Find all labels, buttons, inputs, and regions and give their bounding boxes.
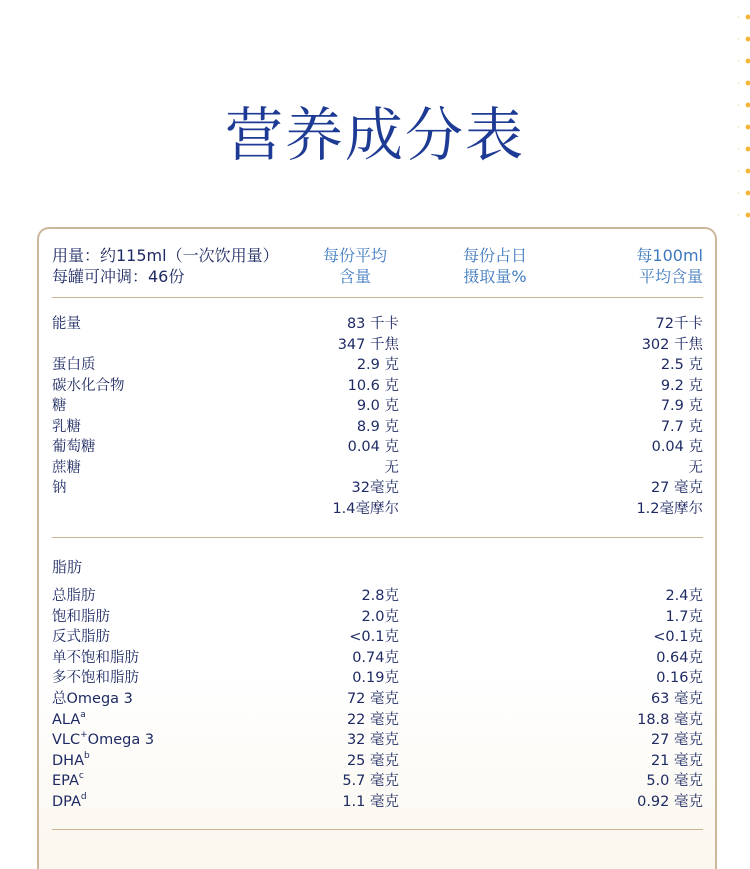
per-100ml-value: 7.9 克 xyxy=(660,398,703,414)
per-100ml-value: 18.8 毫克 xyxy=(637,711,703,728)
per-serving-value: 32毫克 xyxy=(351,480,399,496)
nutrition-table xyxy=(37,227,717,869)
nutrient-name: ALA xyxy=(52,711,81,728)
per-serving-value: 10.6 克 xyxy=(347,377,399,394)
nutrient-label xyxy=(52,710,86,730)
serving-info xyxy=(52,245,279,287)
servings-per-can: 每罐可冲调：46份 xyxy=(52,267,185,286)
table-row xyxy=(52,627,703,647)
per-100ml-value: 无 xyxy=(688,459,703,476)
table-row xyxy=(52,458,703,478)
per-serving-value: 0.74克 xyxy=(352,649,399,666)
footnote-marker: c xyxy=(78,771,84,782)
table-row xyxy=(52,396,703,416)
table-row xyxy=(52,648,703,668)
page-title: 营养成分表 xyxy=(224,101,525,169)
col-header-text: 平均含量 xyxy=(638,267,703,286)
footnote-marker: + xyxy=(80,730,88,741)
per-100ml-value: 21 毫克 xyxy=(650,752,703,769)
nutrient-label xyxy=(52,792,87,812)
nutrient-label: 单不饱和脂肪 xyxy=(52,649,139,666)
nutrient-label: 蛋白质 xyxy=(52,357,96,373)
per-serving-value: 347 千焦 xyxy=(337,336,399,353)
per-100ml-value: 302 千焦 xyxy=(641,336,703,353)
nutrient-label: 乳糖 xyxy=(52,418,81,435)
footnote-marker: d xyxy=(80,792,87,802)
table-row xyxy=(52,607,703,627)
table-row xyxy=(52,478,703,498)
nutrient-label: 多不饱和脂肪 xyxy=(52,670,139,687)
per-100ml-value: 1.2毫摩尔 xyxy=(636,500,703,517)
table-row xyxy=(52,710,703,730)
nutrient-label: 饱和脂肪 xyxy=(52,608,110,625)
footnote-marker: b xyxy=(84,750,90,761)
col-daily-percent-header xyxy=(435,245,555,287)
per-100ml-value: 5.0 毫克 xyxy=(646,773,703,790)
nutrient-label: 碳水化合物 xyxy=(52,377,125,394)
table-row xyxy=(52,314,703,334)
per-serving-value: <0.1克 xyxy=(349,629,399,646)
col-per-serving-header xyxy=(295,245,415,287)
footnote-marker: a xyxy=(80,709,86,720)
divider xyxy=(52,829,703,830)
col-header-text: 每100ml xyxy=(636,246,703,265)
table-row xyxy=(52,751,703,771)
per-serving-value: 72 毫克 xyxy=(346,691,399,707)
per-serving-value: 2.8克 xyxy=(361,588,399,604)
per-100ml-value: 2.4克 xyxy=(665,588,703,604)
per-100ml-value: <0.1克 xyxy=(653,629,703,646)
nutrient-label: 总Omega 3 xyxy=(52,691,133,707)
per-100ml-value: 2.5 克 xyxy=(660,357,703,373)
per-serving-value: 8.9 克 xyxy=(356,418,399,435)
nutrient-label: 能量 xyxy=(52,316,81,332)
table-row xyxy=(52,499,703,519)
per-serving-value: 25 毫克 xyxy=(346,752,399,769)
per-100ml-value: 1.7克 xyxy=(665,608,703,625)
per-100ml-value: 0.16克 xyxy=(656,670,703,687)
nutrient-name: EPA xyxy=(52,773,79,790)
nutrient-label: 钠 xyxy=(52,480,67,496)
divider xyxy=(52,297,703,298)
table-row xyxy=(52,417,703,437)
per-100ml-value: 0.92 毫克 xyxy=(637,794,703,810)
per-serving-value: 83 千卡 xyxy=(346,316,399,332)
per-100ml-value: 27 毫克 xyxy=(650,732,703,749)
per-100ml-value: 0.64克 xyxy=(656,649,703,666)
col-header-text: 含量 xyxy=(338,267,371,286)
per-serving-value: 1.1 毫克 xyxy=(342,794,399,810)
per-100ml-value: 27 毫克 xyxy=(650,480,703,496)
per-serving-value: 无 xyxy=(384,459,399,476)
nutrient-name-suffix: Omega 3 xyxy=(87,732,155,749)
col-header-text: 每份平均 xyxy=(322,246,387,265)
nutrient-label: 糖 xyxy=(52,398,67,414)
nutrient-name: DPA xyxy=(52,794,81,810)
per-serving-value: 1.4毫摩尔 xyxy=(332,500,399,517)
per-100ml-value: 63 毫克 xyxy=(650,691,703,707)
per-serving-value: 2.0克 xyxy=(361,608,399,625)
nutrient-label xyxy=(52,771,84,791)
nutrient-label: 蔗糖 xyxy=(52,459,81,476)
per-serving-value: 0.04 克 xyxy=(347,439,399,455)
per-serving-value: 22 毫克 xyxy=(346,711,399,728)
nutrient-label: 总脂肪 xyxy=(52,588,96,604)
per-serving-value: 2.9 克 xyxy=(356,357,399,373)
divider xyxy=(52,537,703,538)
nutrient-name: DHA xyxy=(52,752,84,769)
per-100ml-value: 0.04 克 xyxy=(651,439,703,455)
serving-size: 用量：约115ml（一次饮用量） xyxy=(52,246,279,265)
table-row xyxy=(52,376,703,396)
per-serving-value: 9.0 克 xyxy=(356,398,399,414)
table-row xyxy=(52,730,703,750)
table-row xyxy=(52,586,703,606)
nutrient-label: 葡萄糖 xyxy=(52,439,96,455)
col-header-text: 摄取量% xyxy=(463,267,527,286)
nutrient-label: 反式脂肪 xyxy=(52,629,110,646)
per-100ml-value: 9.2 克 xyxy=(660,377,703,394)
per-serving-value: 0.19克 xyxy=(352,670,399,687)
table-row xyxy=(52,668,703,688)
nutrient-label xyxy=(52,751,90,771)
per-100ml-value: 72千卡 xyxy=(655,316,703,332)
per-serving-value: 5.7 毫克 xyxy=(342,773,399,790)
per-100ml-value: 7.7 克 xyxy=(660,418,703,435)
table-row xyxy=(52,771,703,791)
nutrient-label xyxy=(52,730,154,750)
section-title-fat: 脂肪 xyxy=(52,558,83,576)
table-row xyxy=(52,689,703,709)
table-row xyxy=(52,792,703,812)
nutrient-name: VLC xyxy=(52,732,81,749)
table-row xyxy=(52,355,703,375)
col-per-100ml-header xyxy=(636,245,703,287)
table-row xyxy=(52,335,703,355)
col-header-text: 每份占日 xyxy=(462,246,527,265)
table-row xyxy=(52,437,703,457)
per-serving-value: 32 毫克 xyxy=(346,732,399,749)
